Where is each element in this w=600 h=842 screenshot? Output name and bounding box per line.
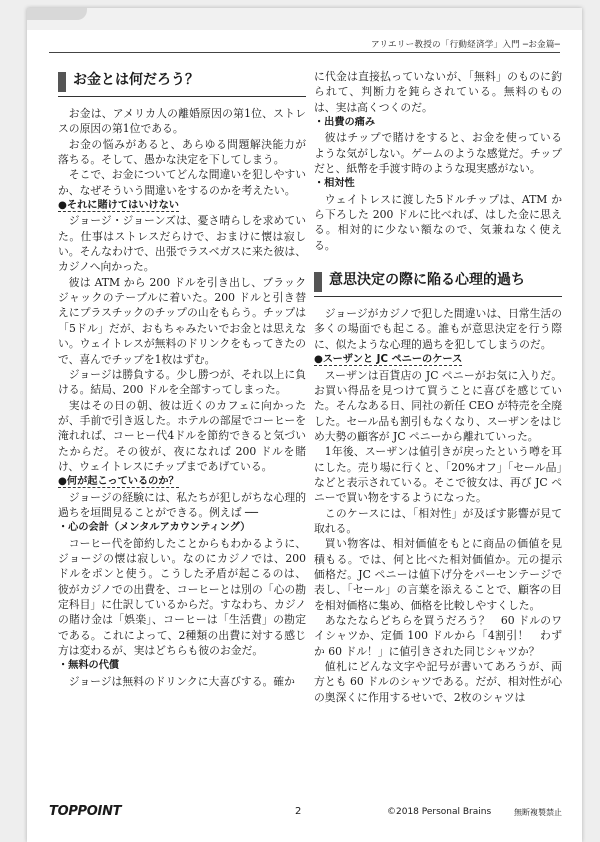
spacer [314, 253, 562, 269]
section-title: お金とは何だろう？ [73, 72, 199, 88]
minor-heading: ・出費の痛み [314, 117, 376, 129]
section-title: 意思決定の際に陥る心理的過ち [329, 272, 525, 289]
paragraph: 彼は ATM から 200 ドルを引き出し、ブラックジャックのテーブルに着いた。200 ドルと引き替えにプラスチックのチップの山をもらう。チップは「5ドル」だが、おもちゃみたいでお金とは思えない。ウェイトレスが無料のドリンクをもってきたので、喜んでチップを1枚はずむ。 [58, 275, 306, 366]
minor-heading: ・心の会計（メンタルアカウンティング） [58, 522, 251, 534]
paragraph: このケースには、「相対性」が及ぼす影響が見て取れる。 [314, 506, 562, 535]
paragraph: 実はその日の朝、彼は近くのカフェに向かったが、手前で引き返した。ホテルの部屋でコーヒーを淹れれば、コーヒー代4ドルを節約できると気づいたからだ。その彼が、夜になれば 200 ドルを賭け、ウェイトレスにチップまであげている。 [58, 398, 306, 473]
paragraph: 値札にどんな文字や記号が書いてあろうが、両方とも 60 ドルのシャツである。だが、相対性が心の奥深くに作用するせいで、2枚のシャツは [314, 660, 562, 704]
paragraph: 1年後、スーザンは値引きが戻ったという噂を耳にした。売り場に行くと、「20%オフ」「セール品」などと表示されている。そこで彼女は、再び JC ペニーで買い物をするようになった。 [314, 445, 562, 505]
section-heading-errors [314, 270, 562, 297]
minor-heading: ・無料の代償 [58, 660, 120, 672]
paragraph: に代金は直接払っていないが、「無料」のものに釣られて、判断力を鈍らされている。無料のものは、実は高くつくのだ。 [314, 70, 562, 114]
viewer-tab[interactable] [27, 8, 87, 20]
toppoint-logo: TOPPOINT [49, 804, 122, 819]
paragraph: あなたならどちらを買うだろう？ 60 ドルのワイシャツか、定価 100 ドルから「4割引！ わずか 60 ドル！」に値引きされた同じシャツか？ [314, 614, 562, 658]
header-rule [49, 52, 560, 53]
right-column [314, 69, 562, 705]
subheading [58, 198, 306, 213]
paragraph: ジョージがカジノで犯した間違いは、日常生活の多くの場面でも起こる。誰もが意思決定を行う際に、似たような心理的過ちを犯してしまうのだ。 [314, 307, 562, 351]
paragraph: 買い物客は、相対価値をもとに商品の価値を見積もる。では、何と比べた相対価値か。元の提示価格だ。JC ペニーは値下げ分をパーセンテージで表し、「セール」の言葉を添えることで、顧客の目を相対価格に集め、価格を比較しやすくした。 [314, 537, 562, 612]
subheading [314, 352, 562, 367]
document-page [27, 8, 582, 842]
paragraph: ジョージ・ジョーンズは、憂さ晴らしを求めていた。仕事はストレスだらけで、おまけに懐は寂しい。そんなわけで、出張でラスベガスに来た彼は、カジノへ向かった。 [58, 214, 306, 274]
paragraph: お金は、アメリカ人の離婚原因の第1位、ストレスの原因の第1位である。 [58, 107, 306, 136]
reproduction-notice: 無断複製禁止 [514, 808, 562, 817]
subheading [58, 474, 306, 489]
subheading-text: ●スーザンと JC ペニーのケース [314, 354, 463, 366]
running-header: アリエリー教授の「行動経済学」入門 ─お金篇─ [370, 40, 560, 50]
paragraph: スーザンは百貨店の JC ペニーがお気に入りだ。お買い得品を見つけて買うことに喜びを感じていた。そんなある日、同社の新任 CEO が特売を全廃した。セール品も割引もなくなり、スーザンをはじめ大勢の顧客が JC ペニーから離れていった。 [314, 368, 562, 443]
paragraph: お金の悩みがあると、あらゆる問題解決能力が落ちる。そして、愚かな決定を下してしまう。 [58, 137, 306, 167]
left-column [58, 69, 306, 689]
section-heading-money [58, 70, 306, 97]
paragraph: 彼はチップで賭けをすると、お金を使っているような気がしない。ゲームのような感覚だ。チップだと、紙幣を手渡す時のような現実感がない。 [314, 131, 563, 176]
paragraph: コーヒー代を節約したことからもわかるように、ジョージの懐は寂しい。なのにカジノでは、200 ドルをポンと使う。こうした矛盾が起こるのは、彼がカジノでの出費を、コーヒーとは別の「心の勘定科目」に仕訳しているからだ。すなわち、カジノの賭け金は「娯楽」、コーヒーは「生活費」の勘定である。これによって、2種類の出費に対する感じ方は変わるが、実はどちらも彼のお金だ。 [58, 536, 306, 658]
paragraph: ジョージは勝負する。少し勝つが、それ以上に負ける。結局、200 ドルを全部すってしまった。 [58, 367, 306, 397]
page-footer [27, 802, 582, 822]
paragraph: ジョージは無料のドリンクに大喜びする。確か [68, 674, 295, 688]
paragraph: そこで、お金についてどんな間違いを犯しやすいか、なぜそういう間違いをするのかを考えたい。 [58, 168, 306, 197]
minor-heading: ・相対性 [314, 178, 355, 190]
subheading-text: ●何が起こっているのか？ [58, 476, 179, 488]
heading-bar [58, 72, 66, 92]
subheading-text: ●それに賭けてはいけない [58, 200, 179, 212]
paragraph: ウェイトレスに渡した5ドルチップは、ATM から下ろした 200 ドルに比べれば、はした金に思える。相対的に少ない額なので、気兼ねなく使える。 [314, 192, 562, 252]
copyright: ©2018 Personal Brains [387, 807, 492, 817]
heading-bar [314, 272, 322, 292]
page-number: 2 [295, 806, 302, 817]
paragraph: ジョージの経験には、私たちが犯しがちな心理的過ちを垣間見ることができる。例えば ── [58, 490, 306, 519]
viewer-top-bar [27, 8, 582, 30]
